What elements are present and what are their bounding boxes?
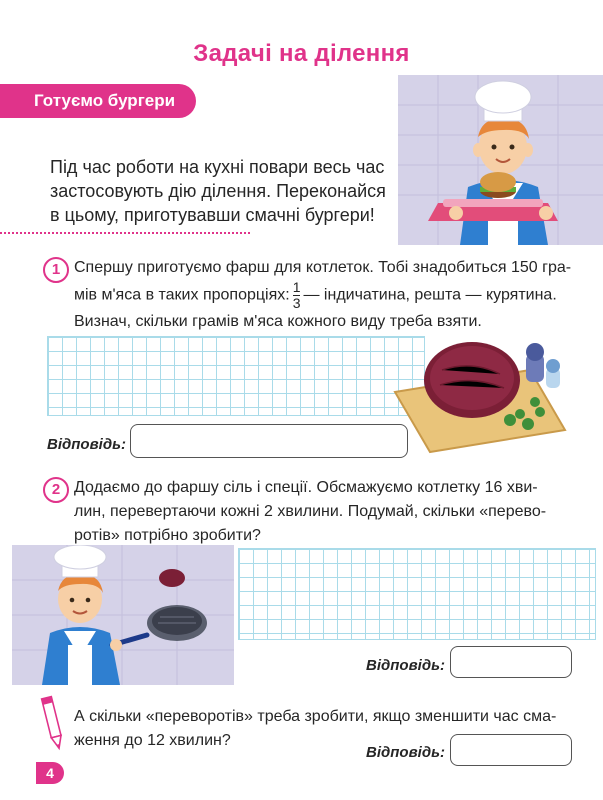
task-1-text xyxy=(74,256,594,334)
task-2-line-2: лин, перевертаючи кожні 2 хвилини. Подумай, скільки «перево- xyxy=(74,503,547,520)
patty-board-illustration xyxy=(390,330,603,455)
chef-pan-illustration xyxy=(12,545,234,685)
patty-on-board-icon xyxy=(390,330,603,455)
task-number-1: 1 xyxy=(43,257,69,283)
task-number-2: 2 xyxy=(43,477,69,503)
task-3-answer-label: Відповідь: xyxy=(366,744,445,761)
fraction-one-third xyxy=(293,280,301,311)
task-1-answer-field[interactable] xyxy=(130,424,408,458)
task-1-line-1: Спершу приготуємо фарш для котлеток. Тобі знадобиться 150 гра- xyxy=(74,259,572,276)
intro-text: Під час роботи на кухні повари весь час застосовують дію ділення. Переконайся в цьому, приготувавши смачні бургери! xyxy=(50,157,386,225)
dotted-divider xyxy=(0,232,250,234)
fraction-numerator: 1 xyxy=(292,279,301,295)
fraction-denominator: 3 xyxy=(292,295,301,311)
task-2-line-3: ротів» потрібно зробити? xyxy=(74,527,261,544)
task-2-answer-label: Відповідь: xyxy=(366,657,445,674)
task-2-work-grid[interactable] xyxy=(238,548,596,640)
chef-with-burger-icon xyxy=(398,75,603,245)
chef-burger-illustration xyxy=(398,75,603,245)
pencil-icon xyxy=(40,695,66,753)
task-1-line-2-post: — індичатина, решта — курятина. xyxy=(303,286,557,304)
task-1-line-2 xyxy=(74,280,594,310)
task-2-answer-field[interactable] xyxy=(450,646,572,678)
task-3-answer-field[interactable] xyxy=(450,734,572,766)
task-1-answer-label: Відповідь: xyxy=(47,436,126,453)
task-1-line-3: Визнач, скільки грамів м'яса кожного виду треба взяти. xyxy=(74,313,482,330)
task-3-line-1: А скільки «переворотів» треба зробити, якщо зменшити час сма- xyxy=(74,708,557,725)
task-2-line-1: Додаємо до фаршу сіль і спеції. Обсмажуємо котлетку 16 хви- xyxy=(74,479,538,496)
task-1-line-2-pre: мів м'яса в таких пропорціях: xyxy=(74,286,290,304)
page-number: 4 xyxy=(36,762,64,784)
page-title: Задачі на ділення xyxy=(193,40,410,67)
task-1-work-grid[interactable] xyxy=(47,336,425,416)
task-3-line-2: ження до 12 хвилин? xyxy=(74,732,231,749)
section-label: Готуємо бургери xyxy=(0,84,196,118)
chef-flipping-patty-icon xyxy=(12,545,234,685)
task-2-text xyxy=(74,476,594,548)
